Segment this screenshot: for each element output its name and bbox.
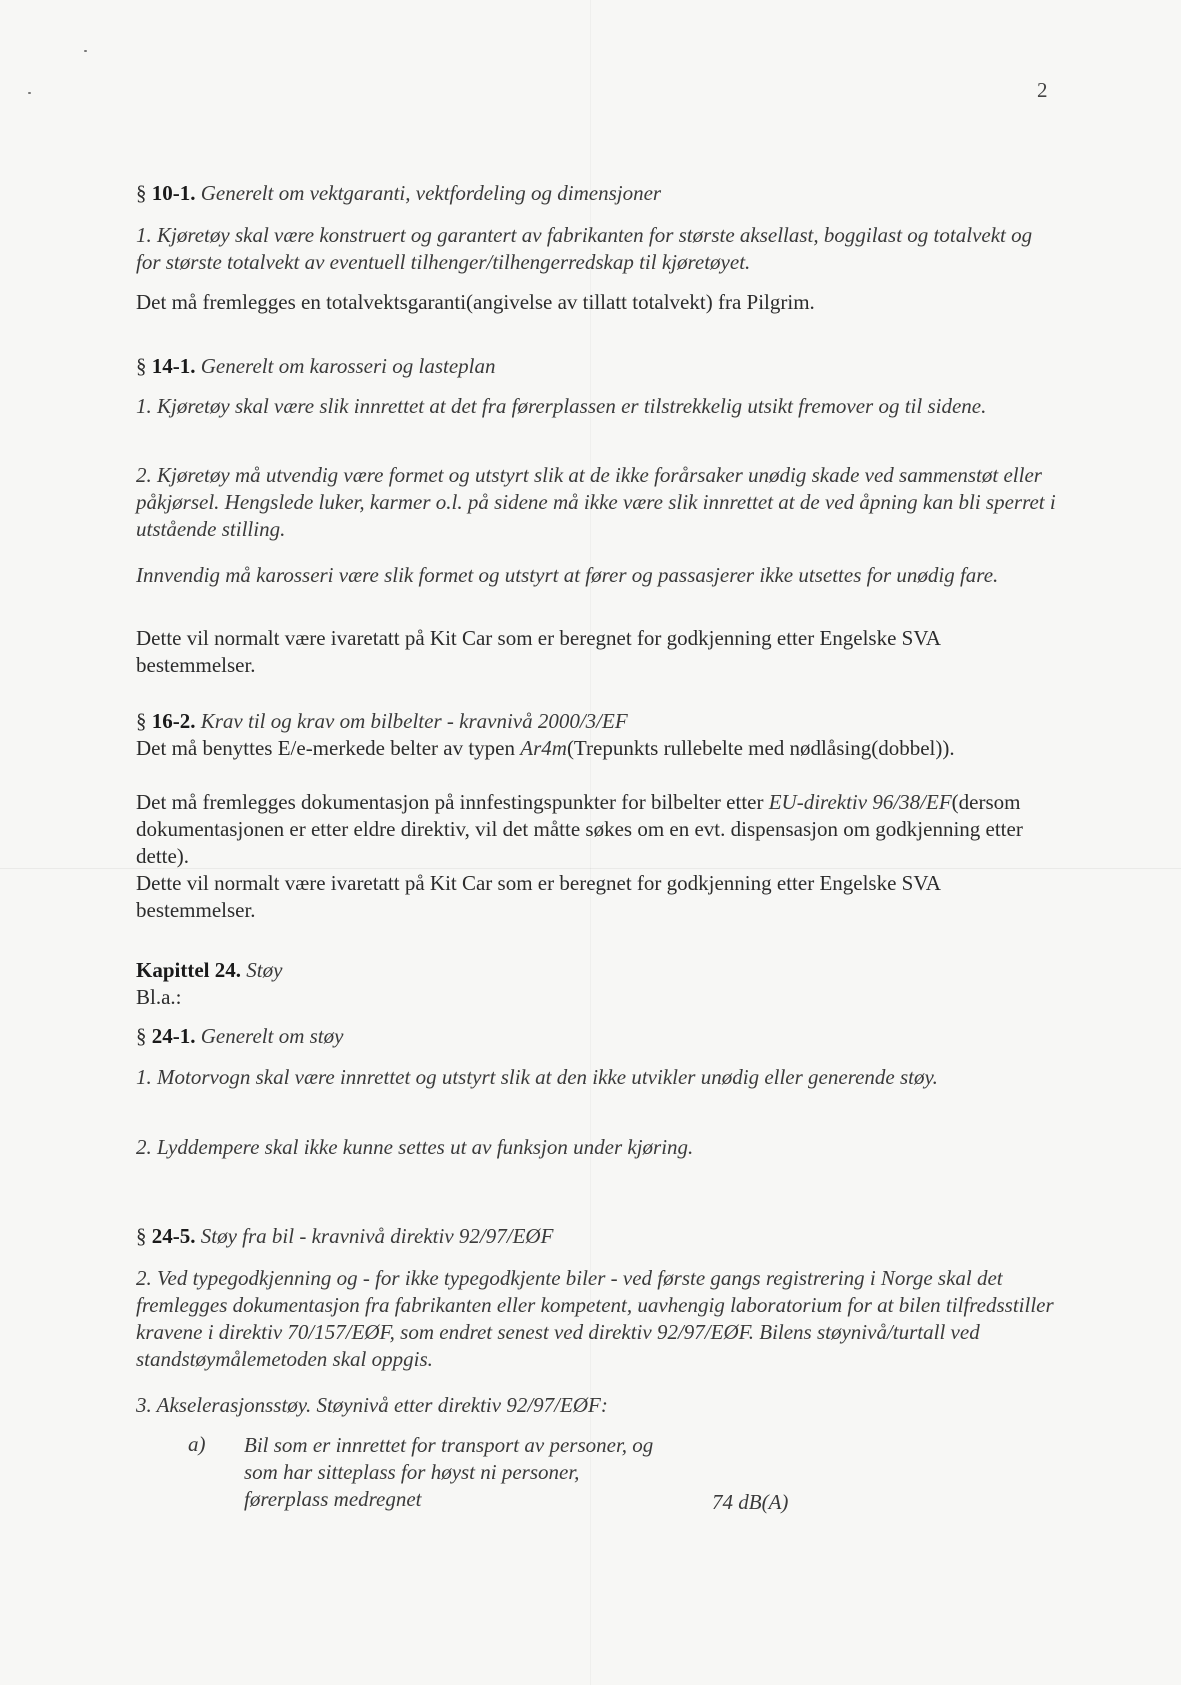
section-sign: § bbox=[136, 354, 147, 378]
chapter-24-heading bbox=[136, 957, 1056, 984]
section-24-1-paragraph-1: 1. Motorvogn skal være innrettet og utstyrt slik at den ikke utvikler unødig eller generende støy. bbox=[136, 1065, 938, 1089]
section-24-5-paragraph-2: 2. Ved typegodkjenning og - for ikke typegodkjente biler - ved første gangs registrering i Norge skal det fremlegges dokumentasjon fra fabrikanten eller kompetent, uavhengig laboratorium for at bilen tilfredsstiller kravene i direktiv 70/157/EØF, som endret senest ved direktiv 92/97/EØF. Bilens støynivå/turtall ved standstøymålemetoden skal oppgis. bbox=[136, 1266, 1054, 1371]
section-14-1-heading bbox=[136, 353, 1056, 380]
section-24-1-paragraph-2: 2. Lyddempere skal ikke kunne settes ut av funksjon under kjøring. bbox=[136, 1135, 694, 1159]
chapter-title: Støy bbox=[246, 958, 283, 982]
section-number: 24-1. bbox=[151, 1024, 196, 1048]
section-16-2-paragraph-2 bbox=[136, 789, 1056, 870]
section-sign: § bbox=[136, 709, 147, 733]
paragraph-text: (Trepunkts rullebelte med nødlåsing(dobbel)). bbox=[566, 736, 955, 760]
section-sign: § bbox=[136, 181, 147, 205]
section-10-1-heading bbox=[136, 180, 1056, 207]
section-10-1-paragraph-2: Det må fremlegges en totalvektsgaranti(angivelse av tillatt totalvekt) fra Pilgrim. bbox=[136, 290, 815, 314]
section-14-1-paragraph-2: 2. Kjøretøy må utvendig være formet og utstyrt slik at de ikke forårsaker unødig skade ved sammenstøt eller påkjørsel. Hengslede luker, karmer o.l. på sidene må ikke være slik innrettet at de ved åpning kan bli sperret i utstående stilling. bbox=[136, 463, 1056, 541]
section-16-2-heading bbox=[136, 708, 1056, 735]
section-title: Generelt om karosseri og lasteplan bbox=[200, 354, 496, 378]
scan-speck bbox=[84, 50, 87, 52]
list-item-label: a) bbox=[188, 1432, 206, 1456]
belt-type: Ar4m bbox=[520, 736, 567, 760]
section-number: 10-1. bbox=[151, 181, 196, 205]
section-number: 16-2. bbox=[151, 709, 196, 733]
section-title: Generelt om støy bbox=[200, 1024, 344, 1048]
section-sign: § bbox=[136, 1224, 147, 1248]
section-title: Støy fra bil - kravnivå direktiv 92/97/EØF bbox=[200, 1224, 554, 1248]
section-14-1-paragraph-4: Dette vil normalt være ivaretatt på Kit Car som er beregnet for godkjenning etter Engelske SVA bestemmelser. bbox=[136, 626, 940, 677]
section-24-5-heading bbox=[136, 1223, 1056, 1250]
paragraph-text: (dersom dokumentasjonen er etter eldre direktiv, vil det måtte søkes om en evt. dispensasjon om godkjenning etter dette). bbox=[136, 790, 1023, 868]
section-title: Krav til og krav om bilbelter - kravnivå 2000/3/EF bbox=[200, 709, 628, 733]
page-number: 2 bbox=[1037, 78, 1048, 102]
section-14-1-paragraph-1: 1. Kjøretøy skal være slik innrettet at det fra førerplassen er tilstrekkelig utsikt fremover og til sidene. bbox=[136, 394, 987, 418]
section-10-1-paragraph-1: 1. Kjøretøy skal være konstruert og garantert av fabrikanten for største aksellast, boggilast og totalvekt og for største totalvekt av eventuell tilhenger/tilhengerredskap til kjøretøyet. bbox=[136, 223, 1033, 274]
section-14-1-paragraph-3: Innvendig må karosseri være slik formet og utstyrt at fører og passasjerer ikke utsettes for unødig fare. bbox=[136, 563, 999, 587]
section-number: 24-5. bbox=[151, 1224, 196, 1248]
section-number: 14-1. bbox=[151, 354, 196, 378]
scan-speck bbox=[28, 92, 31, 94]
list-item-text: Bil som er innrettet for transport av personer, og som har sitteplass for høyst ni personer, førerplass medregnet bbox=[244, 1433, 654, 1511]
section-16-2-paragraph-3: Dette vil normalt være ivaretatt på Kit Car som er beregnet for godkjenning etter Engelske SVA bestemmelser. bbox=[136, 871, 940, 922]
chapter-label: Kapittel 24. bbox=[136, 958, 241, 982]
directive-reference: EU-direktiv 96/38/EF bbox=[768, 790, 952, 814]
paragraph-text: Det må benyttes E/e-merkede belter av typen bbox=[136, 736, 521, 760]
section-title: Generelt om vektgaranti, vektfordeling og dimensjoner bbox=[200, 181, 662, 205]
section-16-2-paragraph-1 bbox=[136, 735, 1056, 762]
paragraph-text: Det må fremlegges dokumentasjon på innfestingspunkter for bilbelter etter bbox=[136, 790, 769, 814]
section-24-1-heading bbox=[136, 1023, 1056, 1050]
noise-limit-value: 74 dB(A) bbox=[712, 1490, 789, 1514]
chapter-24-bla: Bl.a.: bbox=[136, 985, 182, 1009]
section-sign: § bbox=[136, 1024, 147, 1048]
section-24-5-paragraph-3: 3. Akselerasjonsstøy. Støynivå etter direktiv 92/97/EØF: bbox=[136, 1393, 608, 1417]
